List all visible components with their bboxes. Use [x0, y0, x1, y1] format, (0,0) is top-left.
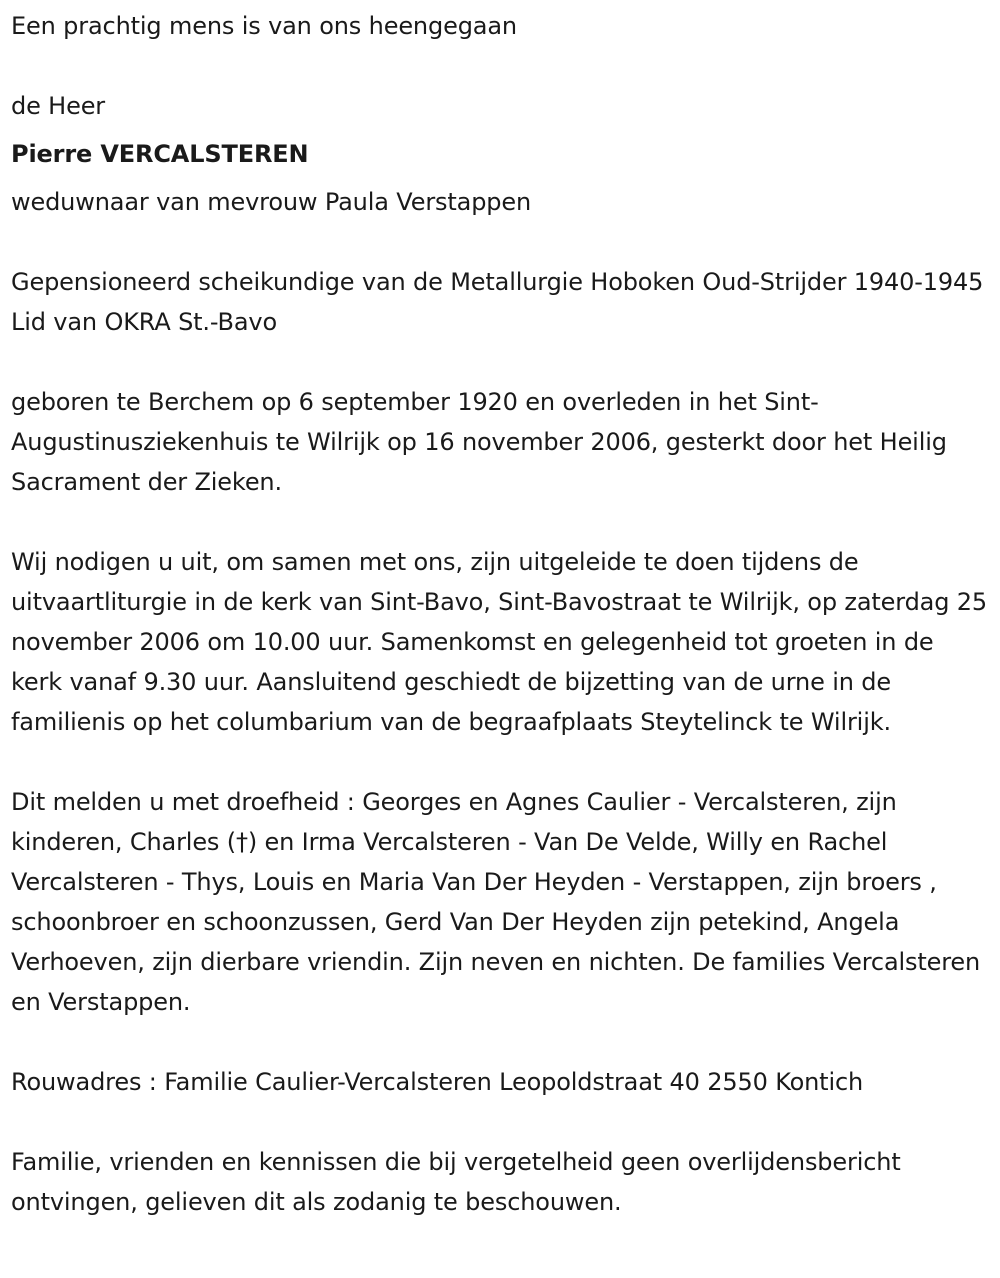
spacer — [11, 1102, 991, 1142]
birth-death-paragraph: geboren te Berchem op 6 september 1920 en overleden in het Sint-Augustinusziekenhuis te Wilrijk op 16 november 2006, gesterkt door het Heilig Sacrament der Zieken. — [11, 388, 947, 496]
obituary-page — [11, 6, 991, 1222]
deceased-name: Pierre VERCALSTEREN — [11, 140, 309, 168]
salutation: de Heer — [11, 92, 106, 120]
intro-line: Een prachtig mens is van ons heengegaan — [11, 12, 517, 40]
career-paragraph: Gepensioneerd scheikundige van de Metallurgie Hoboken Oud-Strijder 1940-1945 Lid van OKRA St.-Bavo — [11, 268, 984, 336]
address-line: Rouwadres : Familie Caulier-Vercalsteren Leopoldstraat 40 2550 Kontich — [11, 1068, 864, 1096]
closing-paragraph: Familie, vrienden en kennissen die bij vergetelheid geen overlijdensbericht ontvingen, gelieven dit als zodanig te beschouwen. — [11, 1148, 901, 1216]
spacer — [11, 46, 991, 86]
widower-line: weduwnaar van mevrouw Paula Verstappen — [11, 188, 532, 216]
spacer — [11, 222, 991, 262]
spacer — [11, 742, 991, 782]
announcement-paragraph: Dit melden u met droefheid : Georges en Agnes Caulier - Vercalsteren, zijn kinderen, Charles (†) en Irma Vercalsteren - Van De Velde, Willy en Rachel Vercalsteren - Thys, Louis en Maria Van Der Heyden - Verstappen, zijn broers , schoonbroer en schoonzussen, Gerd Van Der Heyden zijn petekind, Angela Verhoeven, zijn dierbare vriendin. Zijn neven en nichten. De families Vercalsteren en Verstappen. — [11, 788, 981, 1016]
spacer — [11, 502, 991, 542]
invitation-paragraph: Wij nodigen u uit, om samen met ons, zijn uitgeleide te doen tijdens de uitvaartliturgie in de kerk van Sint-Bavo, Sint-Bavostraat te Wilrijk, op zaterdag 25 november 2006 om 10.00 uur. Samenkomst en gelegenheid tot groeten in de kerk vanaf 9.30 uur. Aansluitend geschiedt de bijzetting van de urne in de familienis op het columbarium van de begraafplaats Steytelinck te Wilrijk. — [11, 548, 988, 736]
spacer — [11, 1022, 991, 1062]
spacer — [11, 342, 991, 382]
